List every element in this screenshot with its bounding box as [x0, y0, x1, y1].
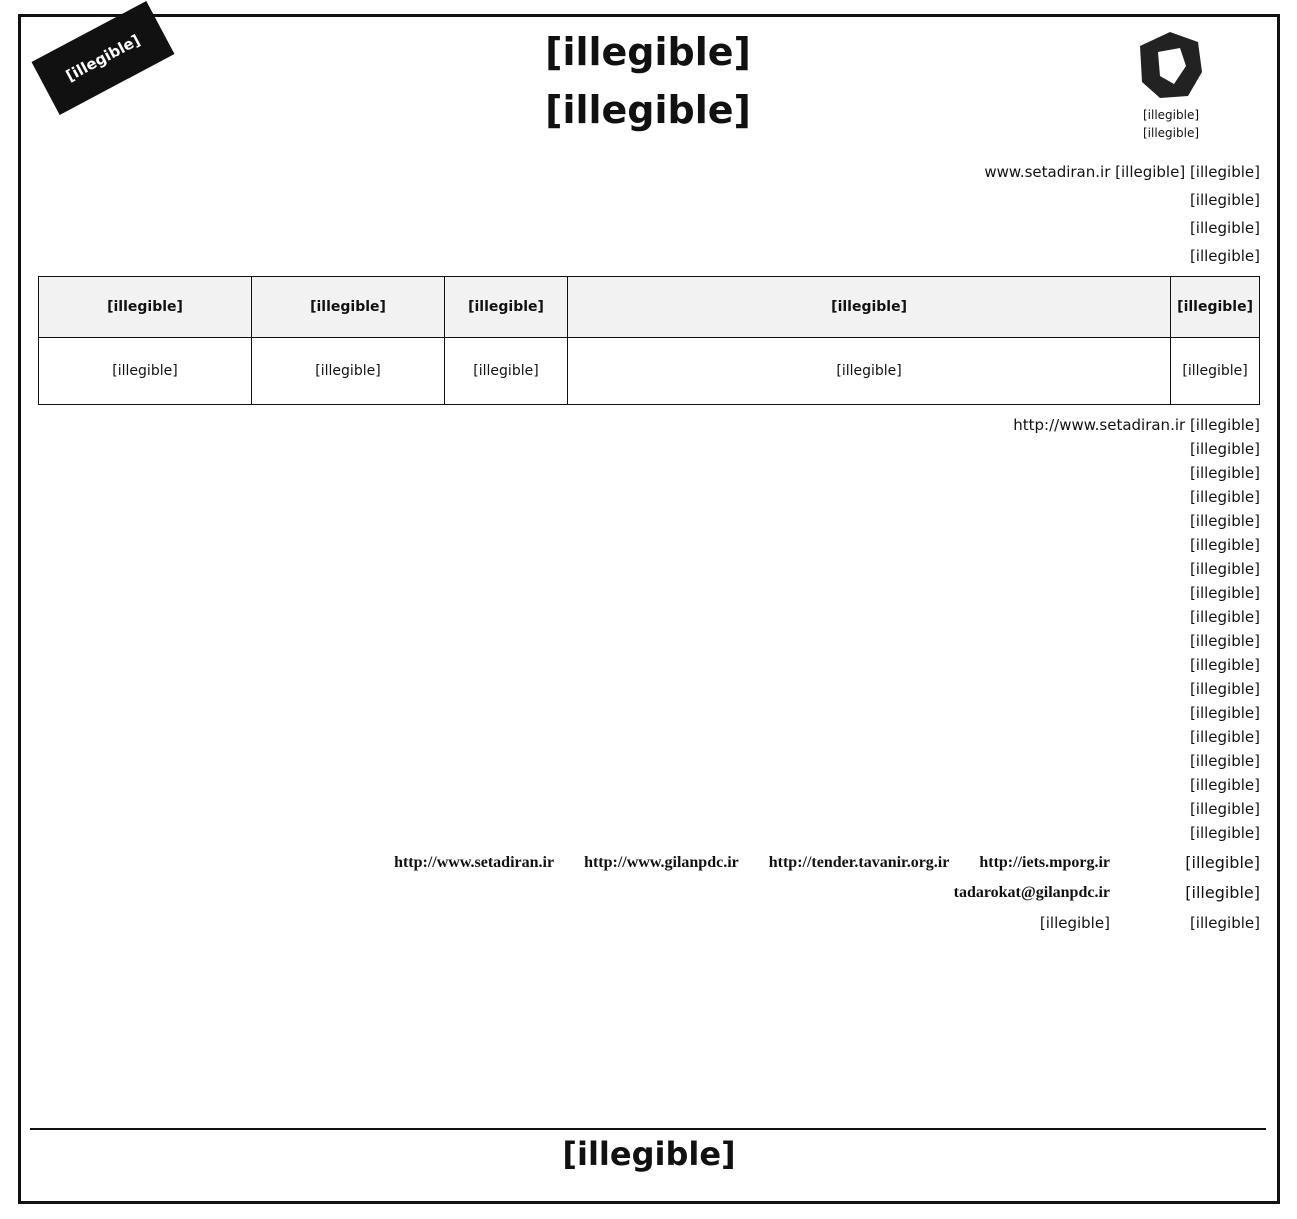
email-address[interactable]: tadarokat@gilanpdc.ir	[953, 884, 1110, 901]
footer-divider	[30, 1128, 1266, 1130]
header	[30, 20, 1266, 150]
item-6: [illegible]	[1189, 464, 1260, 482]
email-label: [illegible]	[1185, 883, 1260, 902]
item-12: [illegible]	[1189, 728, 1260, 746]
item-8-1: [illegible]	[1189, 584, 1260, 602]
publication-dates	[38, 911, 1260, 935]
iran-map-logo-icon	[1130, 26, 1208, 104]
section-1: [illegible]	[1189, 191, 1260, 209]
table-row	[39, 338, 1260, 405]
extra-line: [illegible]	[1189, 824, 1260, 842]
note-1-continued: [illegible]	[1189, 536, 1260, 554]
section-3: [illegible]	[1189, 247, 1260, 265]
cell-call-number: [illegible]	[252, 338, 445, 405]
edition-badge: [illegible]	[32, 1, 175, 115]
company-logo	[1096, 26, 1246, 146]
note-1: [illegible]	[1189, 512, 1260, 530]
section-2: [illegible]	[1189, 219, 1260, 237]
logo-company-caption: [illegible]	[1142, 126, 1200, 140]
col-guarantee-amount: [illegible]	[39, 277, 252, 338]
item-14: [illegible]	[1189, 776, 1260, 794]
notice-title-line-2: [illegible]	[545, 88, 751, 132]
websites-row	[38, 851, 1260, 875]
item-13: [illegible]	[1189, 752, 1260, 770]
item-11: [illegible]	[1189, 704, 1260, 722]
second-publication-date: [illegible]	[1039, 914, 1110, 932]
cell-tender-number: [illegible]	[445, 338, 568, 405]
item-9: [illegible]	[1189, 656, 1260, 674]
email-row	[38, 881, 1260, 905]
cell-description: [illegible]	[568, 338, 1171, 405]
first-publication-date: [illegible]	[1189, 914, 1260, 932]
cell-row-number: [illegible]	[1171, 338, 1260, 405]
note-2: [illegible]	[1189, 632, 1260, 650]
col-row-number: [illegible]	[1171, 277, 1260, 338]
item-5: [illegible]	[1189, 440, 1260, 458]
cell-guarantee-amount: [illegible]	[39, 338, 252, 405]
footer-company-name: [illegible]	[562, 1135, 736, 1173]
url-gilanpdc[interactable]: http://www.gilanpdc.ir	[584, 854, 739, 871]
col-tender-number: [illegible]	[445, 277, 568, 338]
websites-label: [illegible]	[1185, 853, 1260, 872]
url-setadiran[interactable]: http://www.setadiran.ir	[394, 854, 555, 871]
table-header-row	[39, 277, 1260, 338]
url-tavanir[interactable]: http://tender.tavanir.org.ir	[768, 854, 950, 871]
url-iets[interactable]: http://iets.mporg.ir	[979, 854, 1110, 871]
logo-ministry-caption: [illegible]	[1142, 108, 1200, 122]
item-8: [illegible]	[1189, 560, 1260, 578]
intro-paragraph: [illegible] www.setadiran.ir [illegible]	[984, 163, 1260, 181]
col-description: [illegible]	[568, 277, 1171, 338]
more-info-line: [illegible]	[1189, 800, 1260, 818]
item-7: [illegible]	[1189, 488, 1260, 506]
notice-title-line-1: [illegible]	[545, 30, 751, 74]
item-10: [illegible]	[1189, 680, 1260, 698]
col-call-number: [illegible]	[252, 277, 445, 338]
tender-table	[38, 276, 1260, 405]
item-4: [illegible] http://www.setadiran.ir	[1013, 416, 1260, 434]
notice-body	[38, 160, 1260, 1065]
item-8-1-continued: [illegible]	[1189, 608, 1260, 626]
